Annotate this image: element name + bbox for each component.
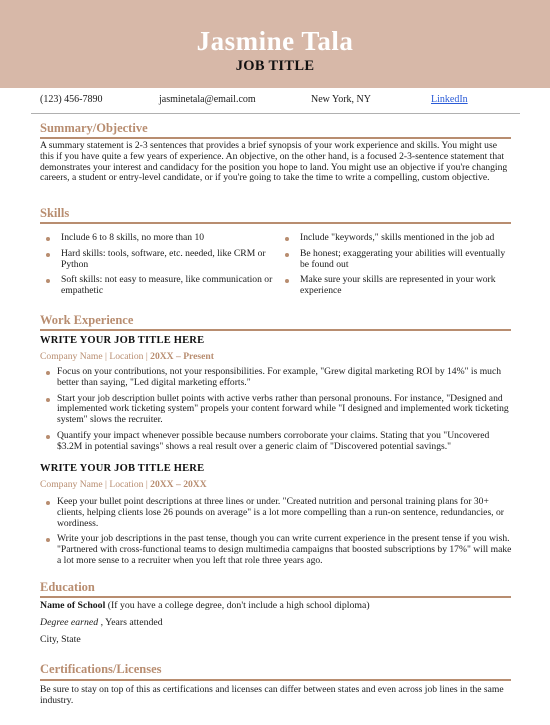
experience-rule: [40, 329, 511, 331]
education-city: City, State: [40, 634, 81, 645]
skills-left-column: [40, 233, 275, 302]
job-title-2: WRITE YOUR JOB TITLE HERE: [40, 463, 205, 474]
skill-item: Be honest; exaggerating your abilities will eventually be found out: [279, 249, 514, 271]
skill-item: Make sure your skills are represented in your work experience: [279, 275, 514, 297]
education-school-line: [40, 600, 370, 611]
certifications-text: Be sure to stay on top of this as certifications and licenses can differ between states and even across job lines in the same industry.: [40, 684, 504, 706]
contact-bar: [0, 94, 550, 108]
job-bullets-1: [40, 367, 516, 458]
contact-email: jasminetala@email.com: [159, 94, 256, 105]
job-bullet: Write your job descriptions in the past tense, though you can write current experience in the present tense if you wish. "Partnered with cross-functional teams to design multimedia campaigns that boosted subscriptions by 17%" will make a lot more sense to a recruiter when you left that role three years ago.: [40, 534, 516, 566]
candidate-job-title: JOB TITLE: [235, 58, 315, 74]
job-meta-1: [40, 351, 214, 362]
experience-heading: Work Experience: [40, 313, 134, 327]
job-company-1: Company Name | Location |: [40, 351, 151, 362]
job-bullet: Focus on your contributions, not your responsibilities. For example, "Grew digital marketing ROI by 14%" is much better than saying, "Led digital marketing efforts.": [40, 367, 516, 389]
contact-divider: [31, 113, 520, 114]
education-degree-line: [40, 617, 163, 628]
certifications-rule: [40, 679, 511, 681]
resume-header: [0, 0, 550, 88]
summary-heading: Summary/Objective: [40, 121, 148, 135]
job-bullet: Quantify your impact whenever possible because numbers corroborate your claims. Stating that you "Uncovered $3.2M in potential savings" shows a real result over a generic claim of "Discovered potential savings.": [40, 431, 516, 453]
job-bullet: Start your job description bullet points with active verbs rather than personal pronouns. For instance, "Designed and implemented work ticketing system" propels your content forward while "I designed and implemented work ticketing system" slows the recruiter.: [40, 394, 516, 426]
job-title-1: WRITE YOUR JOB TITLE HERE: [40, 335, 205, 346]
skills-right-column: [279, 233, 514, 302]
job-dates-1: 20XX – Present: [150, 351, 214, 362]
education-heading: Education: [40, 580, 95, 594]
contact-phone: (123) 456-7890: [40, 94, 103, 105]
contact-location: New York, NY: [311, 94, 372, 105]
summary-text: A summary statement is 2-3 sentences that provides a brief synopsis of your work experience and skills. You might use this if you have quite a few years of experience. An objective, on the other hand, is a focused 2-3-sentence statement that demonstrates your interest and candidacy for the position you hope to land. You might use an objective if you're changing careers, a student or entry-level candidate, or if you're going to take the time to write a compelling, custom objective.: [40, 140, 508, 184]
job-bullets-2: [40, 497, 516, 572]
years-attended: , Years attended: [98, 617, 163, 628]
school-note: (If you have a college degree, don't include a high school diploma): [105, 600, 370, 611]
linkedin-link[interactable]: LinkedIn: [431, 94, 468, 105]
skills-heading: Skills: [40, 206, 70, 220]
skill-item: Include 6 to 8 skills, no more than 10: [40, 233, 275, 244]
job-company-2: Company Name | Location |: [40, 479, 151, 490]
candidate-name: Jasmine Tala: [196, 26, 354, 56]
job-bullet: Keep your bullet point descriptions at three lines or under. "Created nutrition and personal training plans for 30+ clients, helping clients lose 26 pounds on average" is a lot more compelling than a run-on sentence, redundancies, or wordiness.: [40, 497, 516, 529]
skills-rule: [40, 222, 511, 224]
degree-earned: Degree earned: [40, 617, 99, 628]
job-dates-2: 20XX – 20XX: [150, 479, 207, 490]
certifications-heading: Certifications/Licenses: [40, 662, 162, 676]
skill-item: Include "keywords," skills mentioned in the job ad: [279, 233, 514, 244]
skill-item: Soft skills: not easy to measure, like communication or empathetic: [40, 275, 275, 297]
school-name: Name of School: [40, 600, 106, 611]
summary-rule: [40, 137, 511, 139]
job-meta-2: [40, 479, 207, 490]
skill-item: Hard skills: tools, software, etc. needed, like CRM or Python: [40, 249, 275, 271]
education-rule: [40, 596, 511, 598]
